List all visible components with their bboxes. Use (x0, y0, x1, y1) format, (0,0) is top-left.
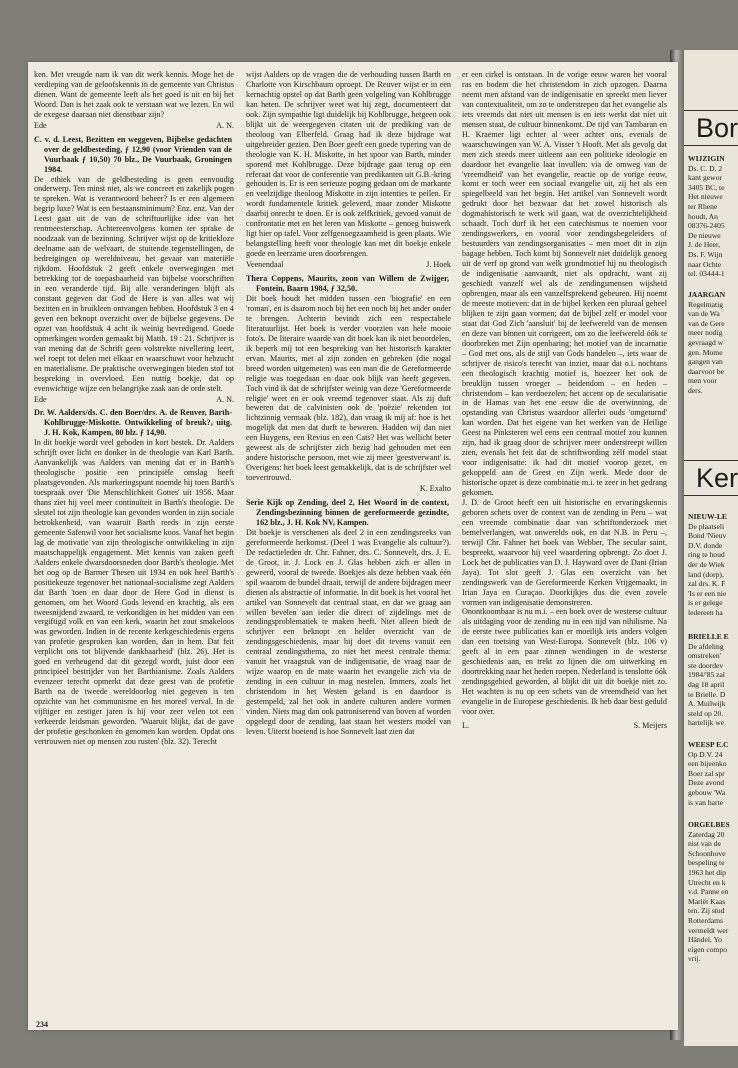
notice-line: gevraagd w (688, 337, 724, 347)
notice-line: Mariët Kaas (688, 896, 726, 906)
review-body: Dit boek houdt het midden tussen een 'biografie' en een 'roman', en is daarom noch bij het een noch bij het ander onder te brengen. Achterin bevindt zich een respectabele literatuurlijst. Het boek is verder voorzien van hele mooie foto's. De literaire waarde van dit boek kan ik niet beoordelen, ik beperk mij tot een bespreking van het historisch karakter ervan. Maurits, met al zijn zonden en gebreken (die nogal breed worden uitgemeten) was een man die de Gereformeerde religie was toegedaan en daar ook blijk van heeft gegeven. Toch vind ik dat de schrijfster weinig van deze 'Gereformeerde religie' weet en er ook vreemd tegenover staat. Als zij duft beweren dat de calvinisten ook de 'poëzie' rekenden tot lichtzinnig vermaak (blz. 182), dan vraag ik mij af: hoe is het mogelijk dat men dat durft te beweren. Hadden wij dan niet een Huygens, een Revius en een Cats? Het was wellicht beter geweest als de schrijfster zich bezig had gehouden met een andere historische persoon, met wie zij meer 'geestverwant' is. Overigens: het boek leest gemakkelijk, dat is de schrijfster wel toevertrouwd. (246, 293, 451, 483)
review-body: De ethiek van de geldbesteding is geen eenvoudig onderwerp. Ten minst niet, als we concreet en zakelijk pogen te spreken. Wat is verantwoord beheer? Is er een algemeen begrip luxe? Wat is een bestaansminimum? Enz. enz. Van der Leest gaat uit de van de schriftuurlijke idee van het rentmeesterschap. Achtereenvolgens komen ter sprake de noodzaak van de bezinning. Schrijver wijst op de kritiekloze deelname aan de welvaart, de stuitende tegenstellingen, de bedreigingen op wereldniveau, het gevaar van materiële rijkdom. Hoofdstuk 2 geeft enkele overwegingen met betrekking tot de toepasbaarheid van bijbelse voorschriften in een veranderde tijd. Bij alle veranderingen blijft als constant gegeven dat God de Here is van alles wat wij bezitten en in bruikleen ontvangen hebben. Hoofdstuk 3 en 4 geven een beknopt overzicht over de bijbelse gegevens. De opzet van hoofdstuk 4 acht ik weinig bevredigend. Goede opmerkingen worden gemaakt bij Matth. 19 : 21. Schrijver is van mening dat de Schrift geen volstrekte nivellering leert, wel roept tot delen met elkaar en waarschuwt voor hebzucht en materialisme. De praktische overwegingen bieden stof tot bespreking in overvloed. Een nuttig boekje, dat op evenwichtige wijze een belangrijke zaak aan de orde stelt. (34, 174, 234, 393)
signature-place: Ede (34, 394, 47, 404)
notice-line: De nieuwe (688, 230, 721, 240)
intro-paragraph: ken. Met vreugde nam ik van dit werk kennis. Moge het de verdieping van de geloofskennis in de gemeente van Christus dienen. Want de gemeente leeft als het goed is uit en bij het Woord. Dan is het zaak ook te verstaan wat we lezen. En wil de exegese daaraan niet dienstbaar zijn? (34, 70, 234, 119)
notice-line: Utrecht en k (688, 877, 726, 887)
notice-line: steld op 20. (688, 708, 724, 718)
notice-orgelbespeling (688, 820, 730, 964)
notice-line: vrij. (688, 954, 701, 964)
notice-line: Deze avond (688, 778, 725, 788)
right-page-fragment (684, 50, 738, 1046)
notice-line: A. Muilwijk (688, 699, 726, 709)
notice-line: 08376-2405 (688, 221, 725, 231)
notice-line: Zaterdag 20 (688, 829, 725, 839)
notice-brielle (688, 632, 729, 728)
signature-author: A. N. (216, 120, 234, 130)
notice-line: Rotterdams (688, 915, 724, 925)
page-number: 234 (36, 1020, 48, 1029)
notice-line: Het nieuwe (688, 192, 723, 202)
signature-place: Veenendaal (246, 260, 284, 270)
notice-line: te Brielle. D (688, 689, 726, 699)
notice-line: gen. Mome (688, 347, 723, 357)
signature-place: L. (462, 720, 469, 730)
notice-wijziging (688, 154, 725, 279)
notice-heading: NIEUW-LE (688, 512, 727, 521)
notice-nieuw-lekkerland (688, 512, 727, 618)
notice-jaargang (688, 290, 725, 396)
notice-line: dag 18 april (688, 679, 725, 689)
notice-line: omstreken' (688, 651, 722, 661)
review-body: J. D. de Groot heeft een uit historische en ervaringskennis geboren schets over de context van de zending in Peru – wat een vreemde combinatie daar van schriftonderzoek met bemelverlangen, wat onwerelds ook, en dat N.B. in Peru –, terwijl Chr. Fahner het boek van Webber, The secular saint, bespreekt, waarvoor hij veel waardering opbrengt. Zo doet J. Lock het de publicaties van D. J. Hayward over de Dani (Irian Jaya). Tot slot geeft J. Glas een overzicht van het zendingswerk van de Gereformeerde Kerken Vrijgemaakt, in Irian Jaya en Curaçao. Doorkijkjes dus die even zovele vormen van indigenisatie demonstreren. (462, 497, 667, 607)
notice-line: is van harte (688, 797, 724, 807)
notice-line: Bond 'Nieuv (688, 531, 727, 541)
signature (462, 721, 667, 731)
review-body: Dit boekje is verschenen als deel 2 in een zendingsreeks van gereformeerde herkomst. (Deel 1 was Evangelie als cultuur?). De redactieleden dr. Chr. Fahner, drs. C. Sonnevelt, drs. J. E. de Groot, ir. J. Lock en J. Glas hebben zich er allen in geweerd, vooral de tweede. Boekjes als deze hebben vaak één spil waarom de bundel draait, terwijl de andere bijdragen meer dienen als abstractie of informatie. In dit boek is het vooral het artikel van Sonnevelt dat centraal staat, en dat we graag aan willen bevelen aan ieder die direct of zijdelings met de zendingsproblematiek te maken heeft. Niet alleen biedt de schrijver een beknopt en helder overzicht van de zendingsgeschiedenis, maar hij doet dit tevens vanuit een centraal zendingsthema, zo niet het meest centrale thema: vanuit het vraagstuk van de indigenisatie, de vraag naar de wijze waarop en de mate waarin het evangelie zich via de zending in een cultuur in mag nestelen. Immers, zoals het christendom in het Westen geland is en daardoor is gestempeld, zal het ook in andere culturen andere vormen vinden. Niets mag dan ook patroniserend van boven af worden opgelegd door de zending, laat staan het westers model van leven. Uiterst boeiend is hoe Sonnevelt laat zien dat (246, 527, 451, 736)
signature-author: K. Exalto (419, 484, 451, 494)
notice-line: gangen van (688, 357, 723, 367)
notice-line: een bijeenko (688, 759, 727, 769)
notice-heading: ORGELBES (688, 820, 730, 829)
review-title: Dr. W. Aalders/ds. C. den Boer/drs. A. de Reuver, Barth-Kohlbrugge-Miskotte. Ontwikkeling of breuk?, uitg. J. H. Kok, Kampen, 80 blz. ƒ 14,90. (34, 408, 232, 438)
review-body: er een cirkel is ontstaan. In de vorige eeuw waren het vooral ras en bodem die het christendom in zich opzogen. Daarna neemt men afstand van de indigenisatie en spreekt men liever van contextualiteit, om zo te onderstrepen dat het evangelie als iets vreemds dat niet uit mensen is en iets werkt dat niet uit mensen staat, de cultuur binnenkomt. De tijd van Tambaran en H. Kraemer ligt echter al weer achter ons, evenals de waarschuwingen van W. A. Visser 't Hooft. Met als gevolg dat men zich steeds meer uitleent aan een politieke ideologie en daardoor het evangelie laat invullen: via de omweg van de 'vreemdheid' van het evangelie, reactie op de vorige eeuw, komt er toch weer een sociaal evangelie uit, zij het als een spiegelbeeld van het begin. Het artikel van Sonnevelt wordt gedrukt door het bezwaar dat het zowel historisch als dogmahistorisch te werk wil gaan, wat de overzichtelijkheid schaadt. Toch durf ik het een catechismus te noemen voor zendingswerkers, en vooral voor zendingsbegeleiders of bestuurders van zendingsorganisaties – men moet dit in zijn bagage hebben. Toch komt bij Sonnevelt niet duidelijk genoeg uit de verf op grond van welk grondmotief hij nu theologisch de indigenisatie aanvaardt, niet als opdracht, want zij geschiedt vanzelf wel als de zendingsmensen wijsheid opbrengen, maar als een vanzelfsprekend gebeuren. Hij noemt de meeste motieven: dat in de bijbel kerken een pluraal geheel blijken te zijn gaan vormen; dat de bijbel zelf er model voor staat dat God Zich 'aansluit' bij de leefwereld van de mensen en deze van binnen uit corrigeert, om zo die leefwereld óók te doorbreken met Zijn openbaring; het motief van de incarnatie – God met ons, als de stijl van Gods handelen –, iets waar de schrijver de risico's terecht van inziet, maar dat o.i. nochtans een theologisch krachtig motief is, hoezeer het ook de breuklijn tussen vroeger – heidendom – en heden – christendom – kan verdoezelen; het accent op de secularisatie in de Hamas van het ene eeuw die de overwinning, de opstanding van Christus waardoor allerlei ouds 'omgeturnd' kan worden. Dat het eigene van het werken van de Heilige Geest na Pinksteren wel eens een centraal motief zou kunnen zijn, had ik graag door de schrijver meer onderstreept willen zien, evenals het feit dat de schriftwording zélf model staat voor indigenisatie: ik had dit motief voorop gezet, en gekoppeld aan de Geest en Zijn werk. Mede door de historische opzet is deze combinatie m.i. te zeer in het gedrang gekomen. (462, 70, 667, 498)
notice-line: bespeling te (688, 858, 725, 868)
notice-line: Ds. C. D. 2 (688, 163, 723, 173)
notice-heading: JAARGAN (688, 290, 726, 299)
notice-line: Boer zal spr (688, 768, 725, 778)
column-2 (246, 70, 451, 737)
notice-line: kant gewor (688, 173, 722, 183)
notice-heading: BRIELLE E (688, 632, 729, 641)
review-title: Thera Coppens, Maurits, zoon van Willem de Zwijger, Fontein, Baarn 1984, ƒ 32,50. (246, 274, 449, 294)
notice-line: 1984/'85 zal (688, 670, 726, 680)
notice-line: eigen compo (688, 944, 728, 954)
notice-line: is er gelege (688, 598, 723, 608)
notice-line: Händel, Yo (688, 935, 722, 945)
notice-line: 3405 BC, te (688, 182, 725, 192)
notice-line: D.V. donde (688, 540, 723, 550)
notice-line: land (dorp), (688, 569, 724, 579)
notice-line: naar Ochte (688, 259, 722, 269)
review-title: C. v. d. Leest, Bezitten en weggeven, Bijbelse gedachten over de geldbesteding, ƒ 12,90 (voor Vrienden van de Vuurbaak ƒ 10,50) 70 blz., De Vuurbaak, Groningen 1984. (34, 134, 232, 174)
notice-heading: WEESP E.C (688, 740, 729, 749)
signature-author: A. N. (216, 394, 234, 404)
signature (34, 121, 234, 131)
notice-line: meer nodig (688, 328, 723, 338)
notice-line: der de Wiek (688, 559, 725, 569)
notice-line: zal drs. K. F (688, 579, 726, 589)
notice-line: J. de Heer, (688, 240, 721, 250)
notice-line: v.d. Panne en (688, 887, 729, 897)
notice-line: Regelmatig (688, 299, 724, 309)
notice-line: 'Is er een nie (688, 588, 727, 598)
notice-heading: WIJZIGIN (688, 154, 725, 163)
notice-line: nist van de (688, 839, 721, 849)
notice-line: ring te houd (688, 550, 725, 560)
notice-line: houdt, An (688, 211, 718, 221)
signature (246, 484, 451, 494)
notice-line: De plaatseli (688, 521, 725, 531)
notice-line: men voor (688, 376, 717, 386)
signature-place: Ede (34, 120, 47, 130)
notice-line: hartelijk we (688, 718, 725, 728)
notice-line: tel. 03444-1 (688, 269, 725, 279)
signature (246, 260, 451, 270)
section-header-box: Ker (684, 460, 738, 496)
notice-line: daarvoor be (688, 366, 725, 376)
column-1 (34, 70, 234, 747)
signature-author: S. Meijers (633, 720, 667, 730)
notice-line: ders. (688, 385, 703, 395)
notice-line: ten. Zij stud (688, 906, 725, 916)
review-body: Onontkoombaar is nu m.i. – een boek over de westerse cultuur als uitdaging voor de zending nu in een tijd van nihilisme. Na de eerste twee publicaties kan er moeilijk iets anders volgen dan een toetsing van West-Europa. Sonnevelt (blz. 106 v) geeft al in een paar zinnen wendingen in de westerse geschiedenis aan, en trekt zo lijnen die om uitwerking en doortrekking naar het heden roepen. Nederland is tenslotte óók zendingsgebied geworden, al blijkt dit uit dit boekje niet zo. Het wachten is nu op een schets van de vreemdheid van het evangelie in de Europese geschiedenis. Ik heb daar best geduld voor over. (462, 607, 667, 716)
notice-line: van de Wa (688, 309, 720, 319)
notice-line: vermeldt wer (688, 925, 729, 935)
review-body: In dit boekje wordt veel geboden in kort bestek. Dr. Aalders schrijft over licht en donker in de theologie van Karl Barth. Aanvankelijk was Aalders van mening dat er in Barth's theologische positie een principiële omslag heeft plaatsgevonden. Als markeringspunt noemde hij toen Barth's toespraak over 'Die Menschlichkeit Gottes' uit 1956. Maar thans ziet hij veel meer continuïteit in Barth's theologie. De sleutel tot zijn theologie kan gevonden worden in zijn sociale betrokkenheid, van waaruit Barth reeds in zijn eerste gemeente Safenwil voor het socialisme koos. Vanaf het begin lag de motivatie van zijn theologische ontwikkeling in zijn maatschappelijk engagement. Met kennis van zaken geeft Aalders enkele dwarsdoorsneden door Barth's theologie. Met het oog op de Barmer Thesen uit 1934 en ook heel Barth's positiekeuze tegenover het nationaal-socialisme zegt Aalders dat Barth 'toen en daar door de Here God in dienst is genomen, om het Woord Gods levend en krachtig, als een tweesnijdend zwaard, te verkondigen in het midden van een vergiftigd volk en van een kerk, waarin het zout smakeloos was geworden. Indien in de recente kerkgeschiedenis ergens van profetie gesproken kan worden, dan in hem. Dat feit verplicht ons tot blijvende dankbaarheid' (blz. 26). Het is goed en verheugend dat dit gezegd wordt, juist door een principieel bestrijder van het Barthianisme. Zoals Aalders evenzeer terecht opmerkt dat deze geest van de profetie Barth na de tweede wereldoorlog niet gegeven is ten opzichte van het communisme en het moreel verval. In de vijftiger en zestiger jaren is hij voor zeer velen tot een verkeerde leidsman geworden. 'Waaruit blijkt, dat de gave der profetie geschonken én genomen kan worden. Opdat ons vertrouwen niet op mensen zou rusten' (blz. 32). Terecht (34, 438, 234, 746)
notice-line: Ds. F. Wijn (688, 249, 723, 259)
section-header-box: Bor (684, 110, 738, 146)
signature (34, 395, 234, 405)
notice-line: ste doordev (688, 660, 724, 670)
notice-line: van de Gere (688, 318, 725, 328)
notice-line: 1963 het dip (688, 867, 726, 877)
notice-line: Op D.V. 24 (688, 749, 723, 759)
review-title: Serie Kijk op Zending, deel 2, Het Woord in de context, Zendingsbezinning binnen de gereformeerde gezindte, 162 blz., J. H. Kok NV, Kampen. (246, 498, 449, 527)
notice-line: De afdeling (688, 641, 724, 651)
review-body: wijst Aalders op de vragen die de verhouding tussen Barth en Charlotte von Kirschbaum oproept. De Reuver wijst er in een kernachtig opstel op dat Barth geen volgeling van Kohlbrugge kan heten. De schrijver weet wat hij zegt, documenteert dat ook. Zijn sympathie ligt duidelijk bij Kohlbrugge, hetgeen ook blijkt uit de weergegeven citaten uit de prediking van de theoloog van Elberfeld. Graag had ik deze bijdrage wat uitgebreider gezien. Den Boer geeft een goede typering van de theologie van K. H. Miskotte, in het spoor van Barth, minder sporend met Kohlbrugge. Deze bijdrage gaat terug op een referaat dat voor de conferentie van predikanten uit G.B.-kring gehouden is. Er is een serieuze poging gedaan om de markante en veelzijdige theoloog Miskotte in zijn intenties te peilen. Er wordt fundamentele kritiek geleverd, maar zonder Miskotte daarbij onrecht te doen. Er is ook zelfkritiek, gevoed vanuit de confrontatie met en het leren van Miskotte – genoeg huiswerk ligt hier op tafel. Voor zelfgenoegzaamheid is geen plaats. Wie belangstelling heeft voor theologie kan met dit boekje enkele goede en leerzame uren doorbrengen. (246, 70, 451, 259)
notice-line: Schoonhove (688, 848, 726, 858)
notice-line: gebouw 'Wa (688, 787, 726, 797)
notice-line: ter Rhene (688, 201, 718, 211)
notice-line: ledereen ha (688, 607, 723, 617)
notice-weesp (688, 740, 729, 807)
signature-author: J. Hoek (426, 260, 451, 270)
column-3 (462, 70, 667, 735)
